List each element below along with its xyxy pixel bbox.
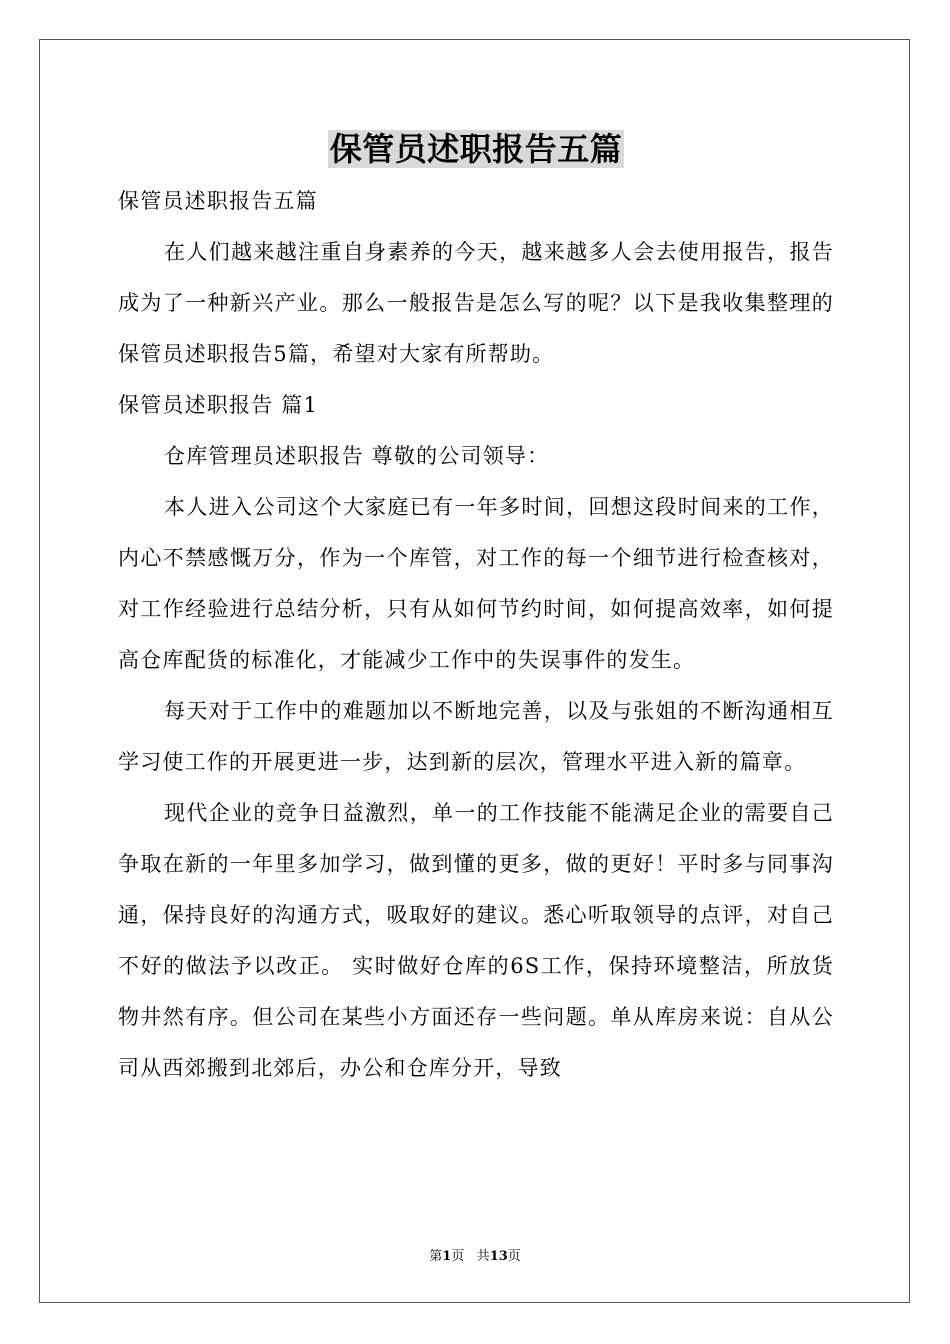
footer-page-suffix: 页 bbox=[451, 1249, 465, 1264]
footer-page-number: 1 bbox=[442, 1249, 452, 1264]
paragraph-salutation: 仓库管理员述职报告 尊敬的公司领导： bbox=[164, 444, 550, 468]
paragraph-section-heading: 保管员述职报告 篇1 bbox=[118, 393, 319, 417]
footer-total-pages: 13 bbox=[489, 1249, 508, 1264]
document-title-text: 保管员述职报告五篇 bbox=[329, 130, 623, 168]
paragraph-body-3: 现代企业的竞争日益激烈，单一的工作技能不能满足企业的需要自己争取在新的一年里多加学习，做到懂的更多，做的更好！平时多与同事沟通，保持良好的沟通方式，吸取好的建议。悉心听取领导的点评，对自己不好的做法予以改正。 实时做好仓库的6S工作，保持环境整洁，所放货物井然有序。但公司在某些小方面还存一些问题。单从库房来说：自从公司从西郊搬到北郊后，办公和仓库分开，导致 bbox=[118, 801, 834, 1080]
footer-page-prefix: 第 bbox=[429, 1249, 443, 1264]
document-body bbox=[118, 176, 834, 1094]
footer-total-suffix: 页 bbox=[507, 1249, 521, 1264]
paragraph-body-2: 每天对于工作中的难题加以不断地完善，以及与张姐的不断沟通相互学习使工作的开展更进一步，达到新的层次，管理水平进入新的篇章。 bbox=[118, 699, 834, 774]
page-footer bbox=[0, 1248, 950, 1266]
footer-total-prefix: 共 bbox=[476, 1249, 490, 1264]
paragraph-subtitle: 保管员述职报告五篇 bbox=[118, 189, 318, 213]
paragraph-body-1: 本人进入公司这个大家庭已有一年多时间，回想这段时间来的工作，内心不禁感慨万分，作为一个库管，对工作的每一个细节进行检查核对，对工作经验进行总结分析，只有从如何节约时间，如何提高效率，如何提高仓库配货的标准化，才能减少工作中的失误事件的发生。 bbox=[118, 495, 834, 672]
document-title bbox=[118, 124, 834, 174]
paragraph-intro: 在人们越来越注重自身素养的今天，越来越多人会去使用报告，报告成为了一种新兴产业。那么一般报告是怎么写的呢？以下是我收集整理的保管员述职报告5篇，希望对大家有所帮助。 bbox=[118, 240, 834, 366]
